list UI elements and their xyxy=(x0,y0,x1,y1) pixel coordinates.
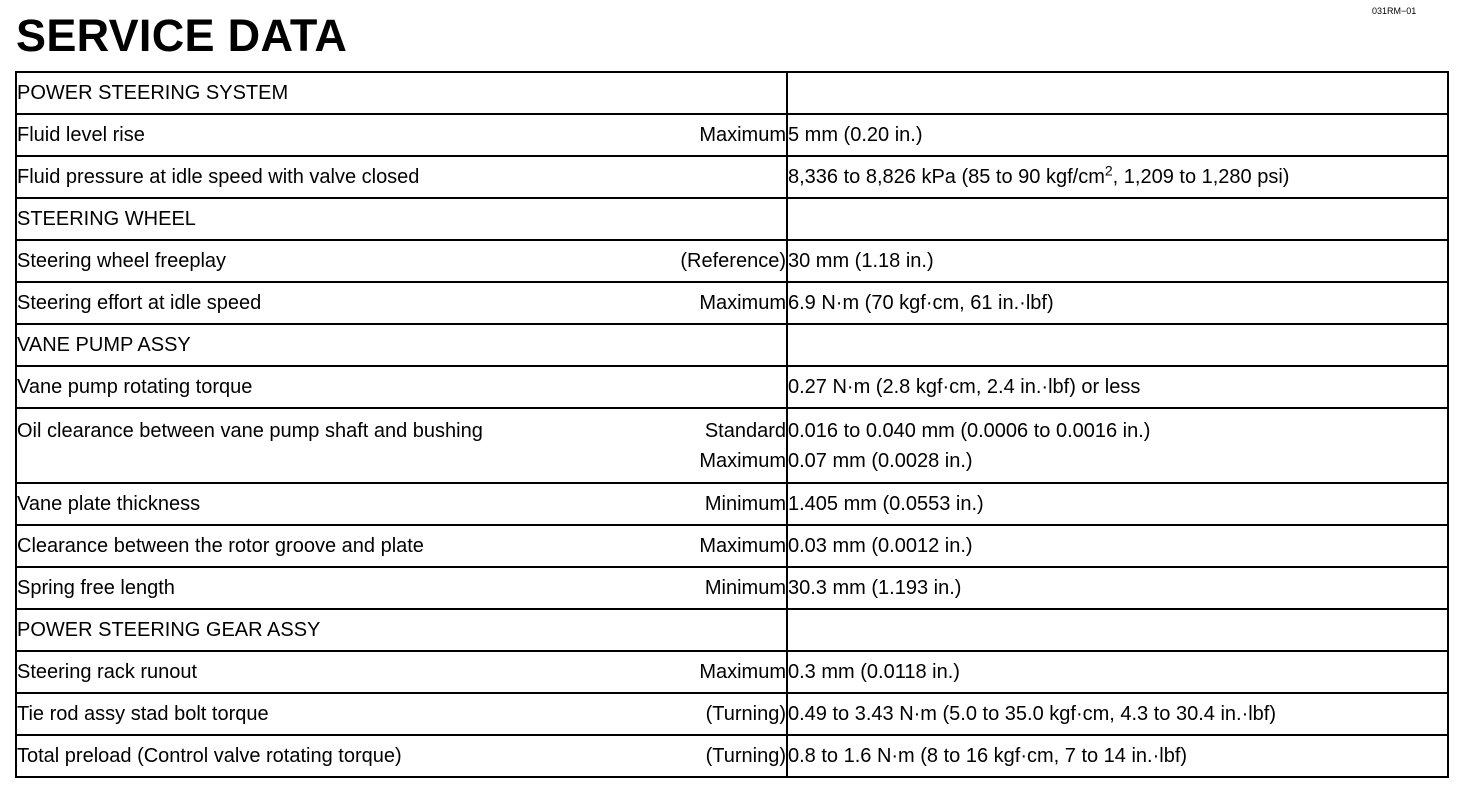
spec-condition: Maximum xyxy=(699,292,786,314)
spec-condition: (Turning) xyxy=(705,703,786,725)
spec-value: 0.016 to 0.040 mm (0.0006 to 0.0016 in.) xyxy=(788,419,1151,442)
spec-value: 0.03 mm (0.0012 in.) xyxy=(787,525,1448,567)
section-title: VANE PUMP ASSY xyxy=(16,324,787,366)
spec-value: 1.405 mm (0.0553 in.) xyxy=(787,483,1448,525)
empty-value-cell xyxy=(787,324,1448,366)
empty-value-cell xyxy=(787,72,1448,114)
spec-condition: Maximum xyxy=(699,449,786,472)
section-header-row xyxy=(16,324,1448,366)
table-row xyxy=(16,114,1448,156)
spec-value: 30 mm (1.18 in.) xyxy=(787,240,1448,282)
spec-item-label: Vane plate thickness xyxy=(17,493,201,515)
spec-item-label: Vane pump rotating torque xyxy=(17,376,253,398)
table-row xyxy=(16,408,1448,483)
spec-item-label: Fluid level rise xyxy=(17,124,145,146)
section-header-row xyxy=(16,198,1448,240)
section-header-row xyxy=(16,609,1448,651)
section-header-row xyxy=(16,72,1448,114)
table-row xyxy=(16,366,1448,408)
spec-item-label: Steering wheel freeplay xyxy=(17,250,227,272)
table-row xyxy=(16,651,1448,693)
section-title: POWER STEERING SYSTEM xyxy=(16,72,787,114)
spec-condition: Maximum xyxy=(699,535,786,557)
spec-condition: Minimum xyxy=(704,577,786,599)
table-row xyxy=(16,525,1448,567)
table-row xyxy=(16,693,1448,735)
table-row xyxy=(16,156,1448,198)
empty-value-cell xyxy=(787,198,1448,240)
page-title: SERVICE DATA xyxy=(16,10,348,61)
spec-item-label: Oil clearance between vane pump shaft and bushing xyxy=(17,419,483,442)
spec-value: 0.27 N·m (2.8 kgf·cm, 2.4 in.·lbf) or less xyxy=(787,366,1448,408)
section-title: STEERING WHEEL xyxy=(16,198,787,240)
spec-value-superscript: 2 xyxy=(1104,162,1113,179)
spec-item-label: Steering effort at idle speed xyxy=(17,292,262,314)
spec-value: 6.9 N·m (70 kgf·cm, 61 in.·lbf) xyxy=(787,282,1448,324)
spec-item-label: Fluid pressure at idle speed with valve closed xyxy=(17,166,420,188)
document-reference-code: 031RM−01 xyxy=(1372,6,1417,16)
spec-value-text: , 1,209 to 1,280 psi) xyxy=(1112,166,1290,188)
spec-value-text: 8,336 to 8,826 kPa (85 to 90 kgf/cm xyxy=(788,166,1105,188)
service-data-table xyxy=(15,71,1449,778)
spec-item-label: Clearance between the rotor groove and plate xyxy=(17,535,424,557)
spec-condition: (Reference) xyxy=(680,250,786,272)
spec-value: 0.3 mm (0.0118 in.) xyxy=(787,651,1448,693)
spec-item-label: Steering rack runout xyxy=(17,661,198,683)
table-row xyxy=(16,567,1448,609)
spec-value: 30.3 mm (1.193 in.) xyxy=(787,567,1448,609)
table-row xyxy=(16,240,1448,282)
spec-condition: Standard xyxy=(704,419,786,442)
spec-item-label: Spring free length xyxy=(17,577,175,599)
spec-value xyxy=(787,156,1448,198)
spec-item-label: Tie rod assy stad bolt torque xyxy=(17,703,269,725)
spec-value: 0.8 to 1.6 N·m (8 to 16 kgf·cm, 7 to 14 in.·lbf) xyxy=(787,735,1448,777)
spec-condition: Maximum xyxy=(699,124,786,146)
spec-value: 5 mm (0.20 in.) xyxy=(787,114,1448,156)
spec-item-label: Total preload (Control valve rotating torque) xyxy=(17,745,402,767)
section-title: POWER STEERING GEAR ASSY xyxy=(16,609,787,651)
spec-value: 0.49 to 3.43 N·m (5.0 to 35.0 kgf·cm, 4.3 to 30.4 in.·lbf) xyxy=(787,693,1448,735)
spec-condition: Minimum xyxy=(704,493,786,515)
spec-condition: Maximum xyxy=(699,661,786,683)
spec-condition: (Turning) xyxy=(705,745,786,767)
spec-value: 0.07 mm (0.0028 in.) xyxy=(788,449,973,472)
empty-value-cell xyxy=(787,609,1448,651)
table-row xyxy=(16,483,1448,525)
table-row xyxy=(16,735,1448,777)
table-row xyxy=(16,282,1448,324)
